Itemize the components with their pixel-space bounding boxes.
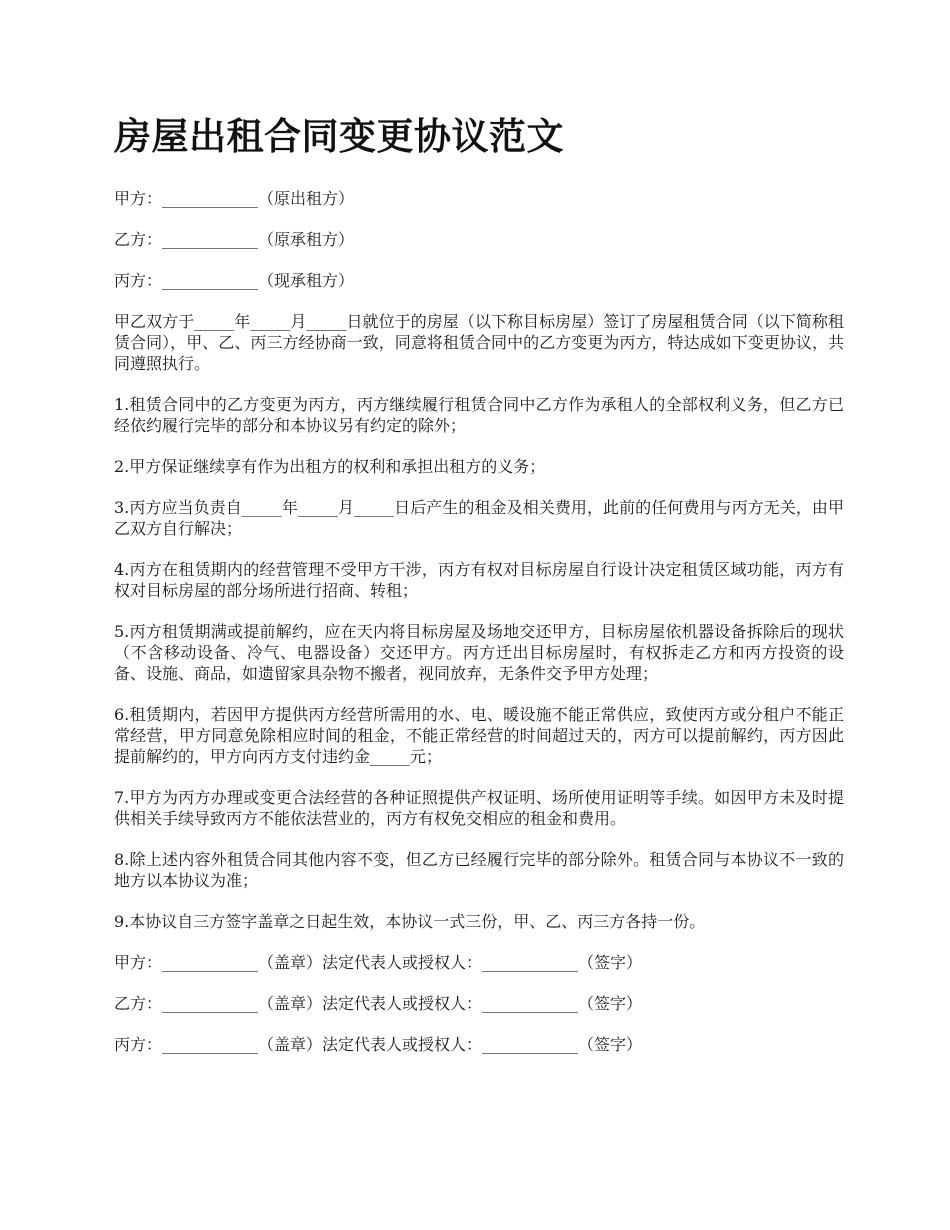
clause-1: 1.租赁合同中的乙方变更为丙方，丙方继续履行租赁合同中乙方作为承租人的全部权利义务，但乙方已经依约履行完毕的部分和本协议另有约定的除外；: [114, 395, 844, 435]
preamble-paragraph: 甲乙双方于_____年_____月_____日就位于的房屋（以下称目标房屋）签订了房屋租赁合同（以下简称租赁合同），甲、乙、丙三方经协商一致，同意将租赁合同中的乙方变更为丙方，特达成如下变更协议，共同遵照执行。: [114, 312, 844, 373]
party-a-line: 甲方：____________（原出租方）: [114, 189, 355, 208]
clause-2: 2.甲方保证继续享有作为出租方的权利和承担出租方的义务；: [114, 457, 546, 476]
document-page: [114, 110, 844, 1075]
clause-3: 3.丙方应当负责自_____年_____月_____日后产生的租金及相关费用，此前的任何费用与丙方无关，由甲乙双方自行解决；: [114, 498, 844, 538]
signature-party-c: 丙方：____________（盖章）法定代表人或授权人：____________（签字）: [114, 1035, 643, 1054]
party-c-line: 丙方：____________（现承租方）: [114, 271, 355, 290]
clause-5: 5.丙方租赁期满或提前解约，应在天内将目标房屋及场地交还甲方，目标房屋依机器设备拆除后的现状（不含移动设备、冷气、电器设备）交还甲方。丙方迁出目标房屋时，有权拆走乙方和丙方投资的设备、设施、商品，如遗留家具杂物不搬者，视同放弃，无条件交予甲方处理；: [114, 622, 844, 683]
signature-party-a: 甲方：____________（盖章）法定代表人或授权人：____________（签字）: [114, 953, 643, 972]
clause-4: 4.丙方在租赁期内的经营管理不受甲方干涉，丙方有权对目标房屋自行设计决定租赁区域功能，丙方有权对目标房屋的部分场所进行招商、转租；: [114, 560, 844, 600]
clause-8: 8.除上述内容外租赁合同其他内容不变，但乙方已经履行完毕的部分除外。租赁合同与本协议不一致的地方以本协议为准；: [114, 850, 844, 890]
signature-party-b: 乙方：____________（盖章）法定代表人或授权人：____________（签字）: [114, 994, 643, 1013]
party-b-line: 乙方：____________（原承租方）: [114, 230, 355, 249]
clause-9: 9.本协议自三方签字盖章之日起生效，本协议一式三份，甲、乙、丙三方各持一份。: [114, 912, 706, 931]
clause-7: 7.甲方为丙方办理或变更合法经营的各种证照提供产权证明、场所使用证明等手续。如因甲方未及时提供相关手续导致丙方不能依法营业的，丙方有权免交相应的租金和费用。: [114, 788, 844, 828]
document-title: 房屋出租合同变更协议范文: [114, 114, 564, 158]
clause-6: 6.租赁期内，若因甲方提供丙方经营所需用的水、电、暖设施不能正常供应，致使丙方或分租户不能正常经营，甲方同意免除相应时间的租金，不能正常经营的时间超过天的，丙方可以提前解约，丙方因此提前解约的，甲方向丙方支付违约金_____元；: [114, 705, 844, 766]
